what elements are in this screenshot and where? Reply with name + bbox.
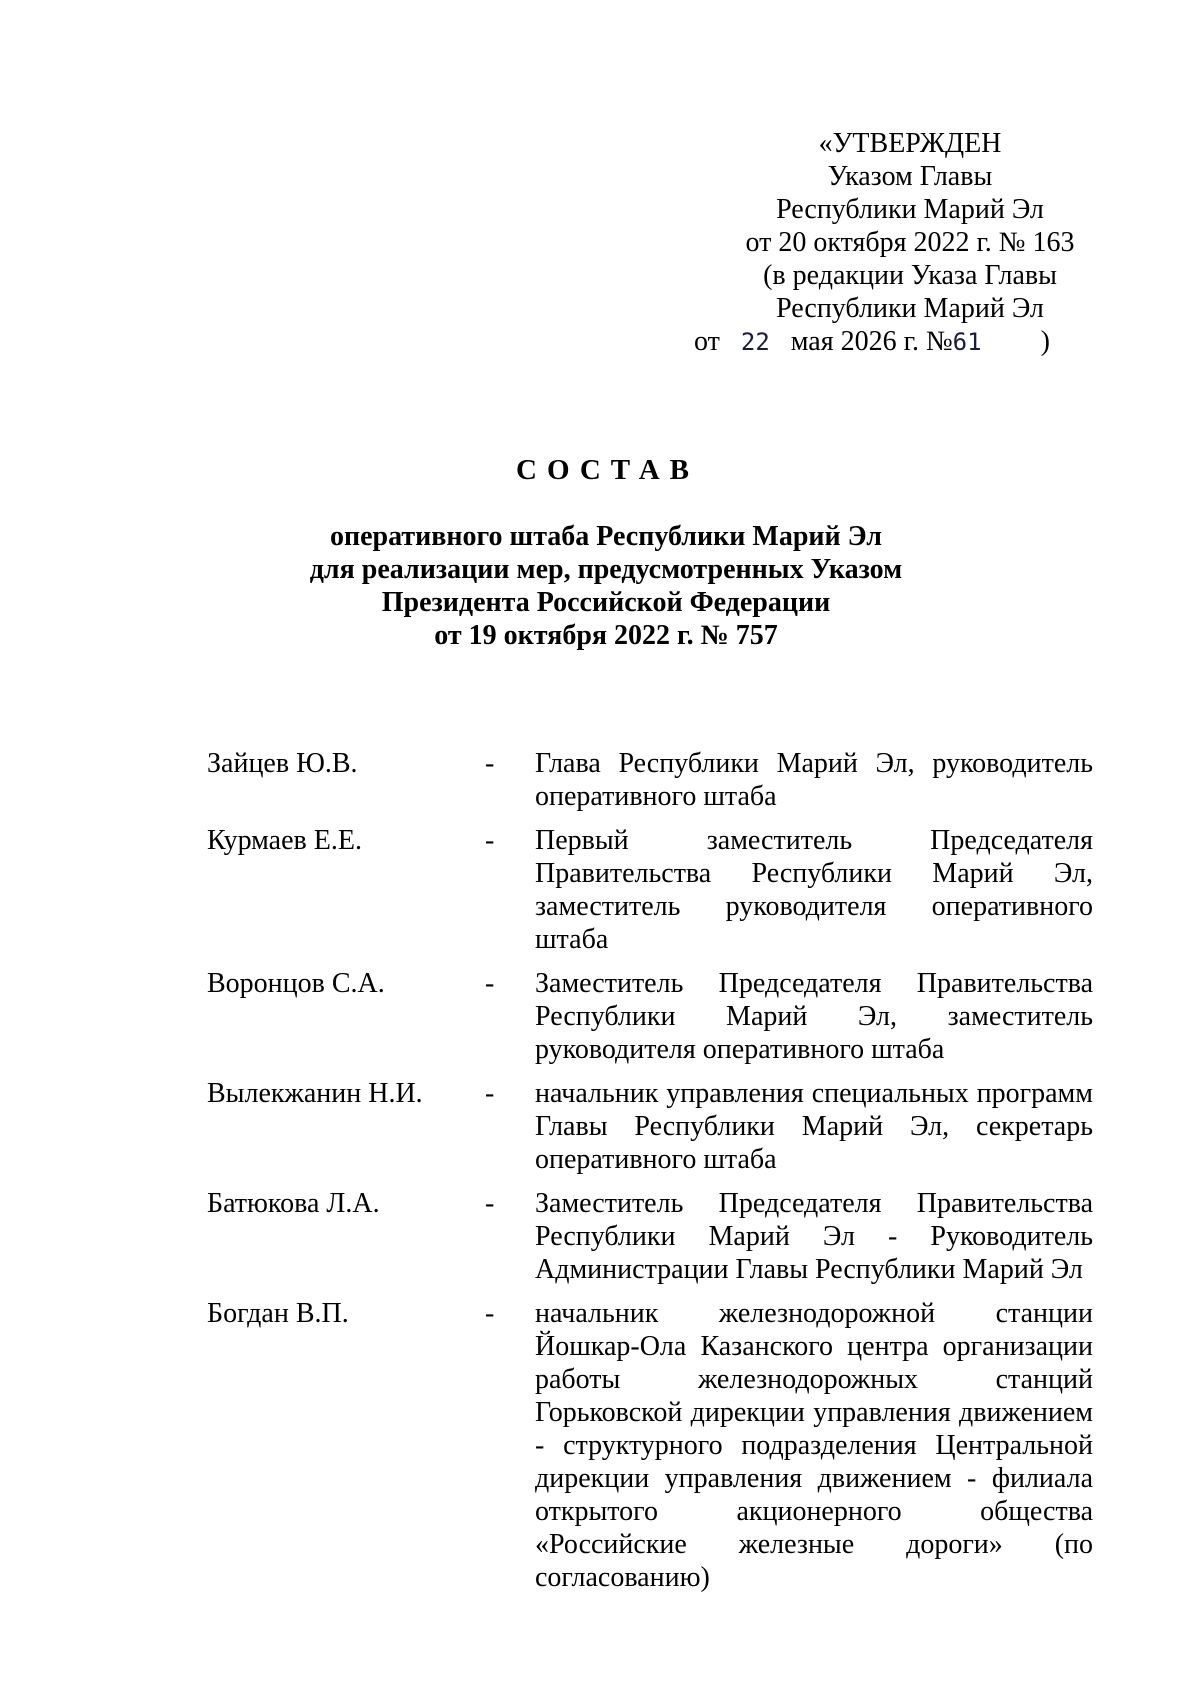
- member-position: начальник управления специальных программ Главы Республики Марий Эл, секретарь оперативного штаба: [535, 1078, 1093, 1175]
- edition-day: 22: [740, 328, 770, 356]
- member-position: Заместитель Председателя Правительства Республики Марий Эл, заместитель руководителя оперативного штаба: [535, 968, 1093, 1065]
- edition-number: 61: [952, 328, 982, 356]
- edition-prefix: от: [694, 326, 720, 357]
- member-row: [207, 1077, 1093, 1176]
- member-name: Батюкова Л.А.: [207, 1188, 380, 1219]
- member-name: Курмаев Е.Е.: [207, 825, 362, 856]
- document-title: СОСТАВ: [516, 454, 699, 486]
- member-name: Зайцев Ю.В.: [207, 748, 358, 779]
- member-name: Богдан В.П.: [207, 1298, 349, 1329]
- subtitle-line-1: оперативного штаба Республики Марий Эл: [329, 521, 882, 552]
- edition-suffix: ): [1040, 326, 1050, 357]
- member-dash: -: [485, 1078, 495, 1109]
- approval-line-edition-republic: Республики Марий Эл: [776, 293, 1044, 324]
- subtitle-line-3: Президента Российской Федерации: [381, 587, 831, 618]
- member-row: [207, 967, 1093, 1066]
- approval-stamp: [694, 127, 1120, 359]
- member-dash: -: [485, 1188, 495, 1219]
- member-name: Воронцов С.А.: [207, 968, 385, 999]
- subtitle-line-2: для реализации мер, предусмотренных Указом: [309, 554, 903, 585]
- approval-line-republic: Республики Марий Эл: [776, 194, 1044, 225]
- approval-line-edition: (в редакции Указа Главы: [763, 260, 1057, 291]
- approval-line-approved: «УТВЕРЖДЕН: [818, 128, 1002, 159]
- member-dash: -: [485, 825, 495, 856]
- approval-line-date: от 20 октября 2022 г. № 163: [745, 227, 1075, 258]
- member-position: Глава Республики Марий Эл, руководитель оперативного штаба: [535, 748, 1093, 812]
- edition-month-year: мая 2026 г. №: [790, 326, 953, 357]
- member-row: [207, 747, 1093, 813]
- document-subtitle: [0, 520, 1200, 652]
- member-position: Заместитель Председателя Правительства Республики Марий Эл - Руководитель Администрации Главы Республики Марий Эл: [535, 1188, 1093, 1285]
- member-row: [207, 1187, 1093, 1286]
- member-name: Вылекжанин Н.И.: [207, 1078, 423, 1109]
- approval-line-edition-date: [694, 325, 1114, 359]
- member-position: начальник железнодорожной станции Йошкар-Ола Казанского центра организации работы железнодорожных станций Горьковской дирекции управления движением - структурного подразделения Центральной дирекции управления движением - филиала открытого акционерного общества «Российские железные дороги» (по согласованию): [535, 1298, 1093, 1593]
- members-list: [207, 747, 1093, 1605]
- member-position: Первый заместитель Председателя Правительства Республики Марий Эл, заместитель руководителя оперативного штаба: [535, 825, 1093, 955]
- member-dash: -: [485, 1298, 495, 1329]
- member-row: [207, 824, 1093, 956]
- approval-line-decree: Указом Главы: [827, 161, 993, 192]
- member-row: [207, 1297, 1093, 1594]
- member-dash: -: [485, 748, 495, 779]
- member-dash: -: [485, 968, 495, 999]
- subtitle-line-4: от 19 октября 2022 г. № 757: [434, 620, 778, 651]
